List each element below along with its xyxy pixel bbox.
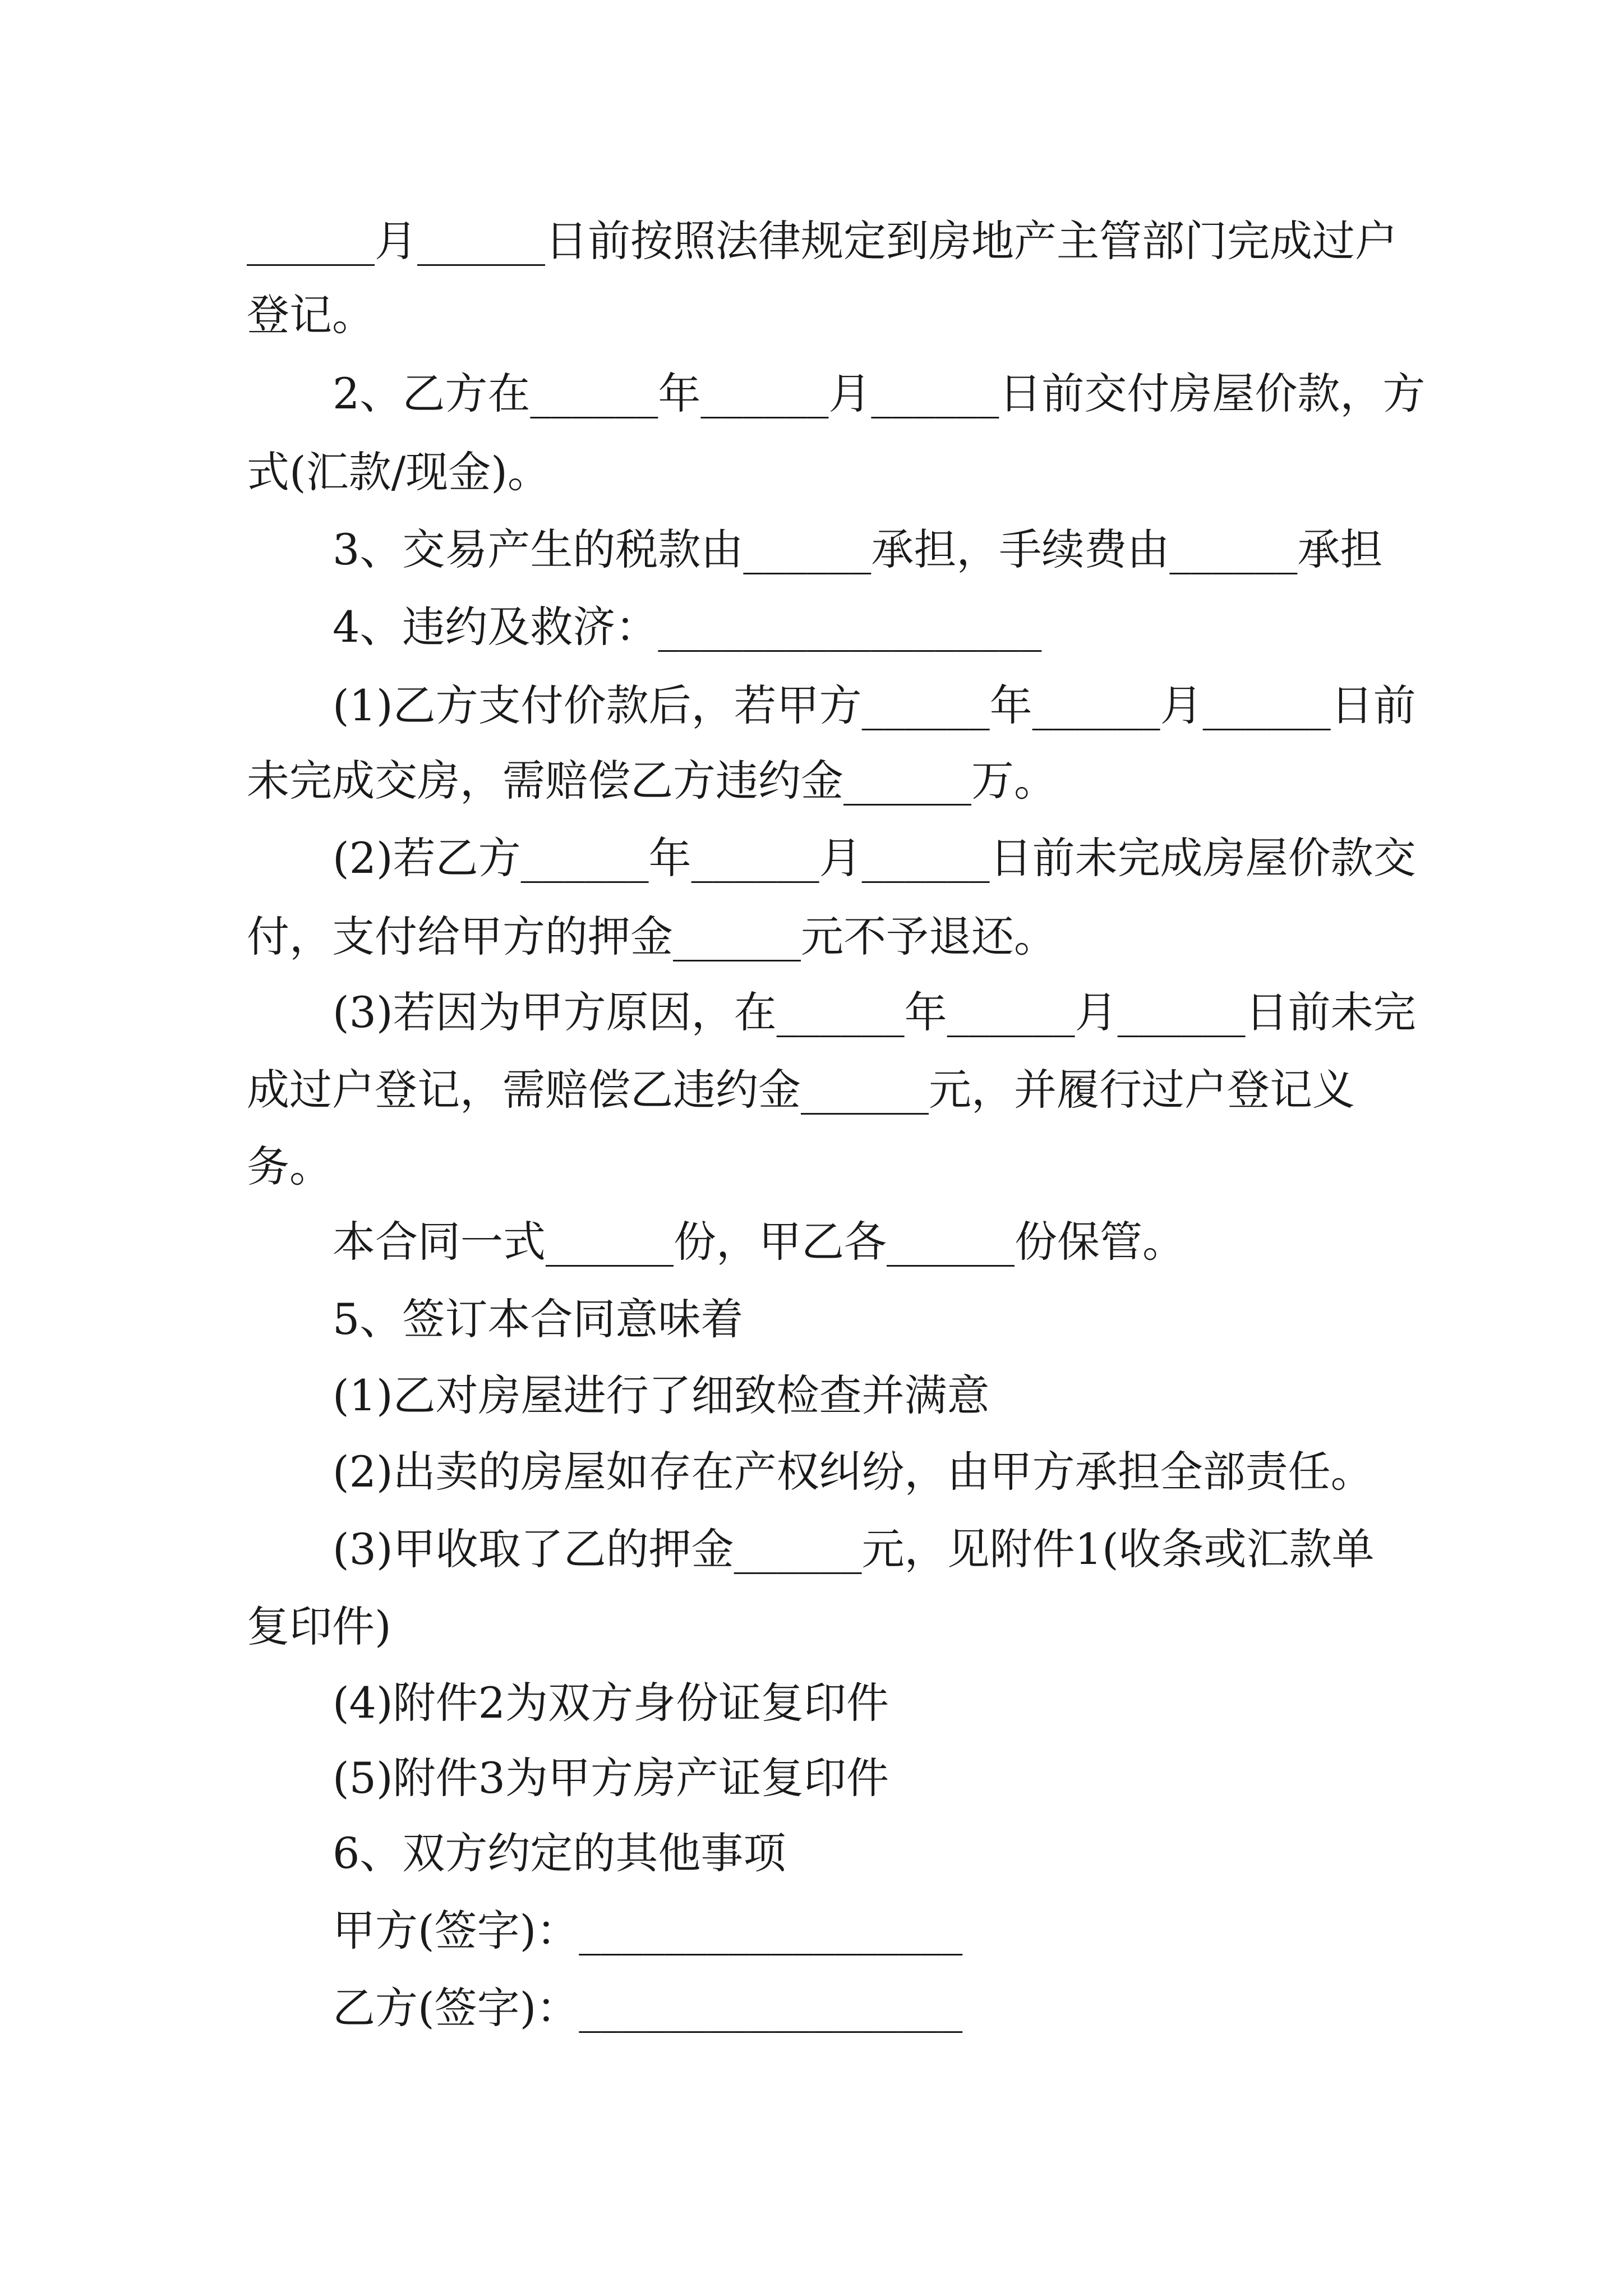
signature-line-party-a: 甲方(签字)：__________________ [333,1906,963,1955]
text-line: (3)甲收取了乙的押金______元，见附件1(收条或汇款单 [333,1524,1375,1574]
text-line: 成过户登记，需赔偿乙违约金______元，并履行过户登记义 [247,1065,1355,1115]
text-line: 5、签订本合同意味着 [333,1294,744,1344]
text-line: (5)附件3为甲方房产证复印件 [333,1753,889,1803]
text-line: 式(汇款/现金)。 [247,447,550,497]
text-line: (4)附件2为双方身份证复印件 [333,1678,889,1728]
text-line: (2)出卖的房屋如存在产权纠纷，由甲方承担全部责任。 [333,1447,1373,1497]
text-line: (3)若因为甲方原因，在______年______月______日前未完 [333,987,1416,1037]
text-line: 务。 [247,1142,332,1191]
text-line: (2)若乙方______年______月______日前未完成房屋价款交 [333,833,1416,883]
text-line: 登记。 [247,290,375,340]
text-line: 本合同一式______份，甲乙各______份保管。 [333,1217,1185,1267]
text-line: ______月______日前按照法律规定到房地产主管部门完成过户 [247,216,1398,266]
text-line: 6、双方约定的其他事项 [333,1828,786,1878]
text-line: 付，支付给甲方的押金______元不予退还。 [247,912,1057,961]
signature-line-party-b: 乙方(签字)：__________________ [333,1983,963,2033]
text-line: 复印件) [247,1602,391,1651]
text-line: 3、交易产生的税款由______承担，手续费由______承担 [333,524,1383,574]
text-line: 4、违约及救济：__________________ [333,602,1042,652]
text-line: 2、乙方在______年______月______日前交付房屋价款，方 [333,369,1426,418]
text-line: (1)乙对房屋进行了细致检查并满意 [333,1370,990,1420]
text-line: (1)乙方支付价款后，若甲方______年______月______日前 [333,680,1416,730]
text-line: 未完成交房，需赔偿乙方违约金______万。 [247,756,1057,806]
